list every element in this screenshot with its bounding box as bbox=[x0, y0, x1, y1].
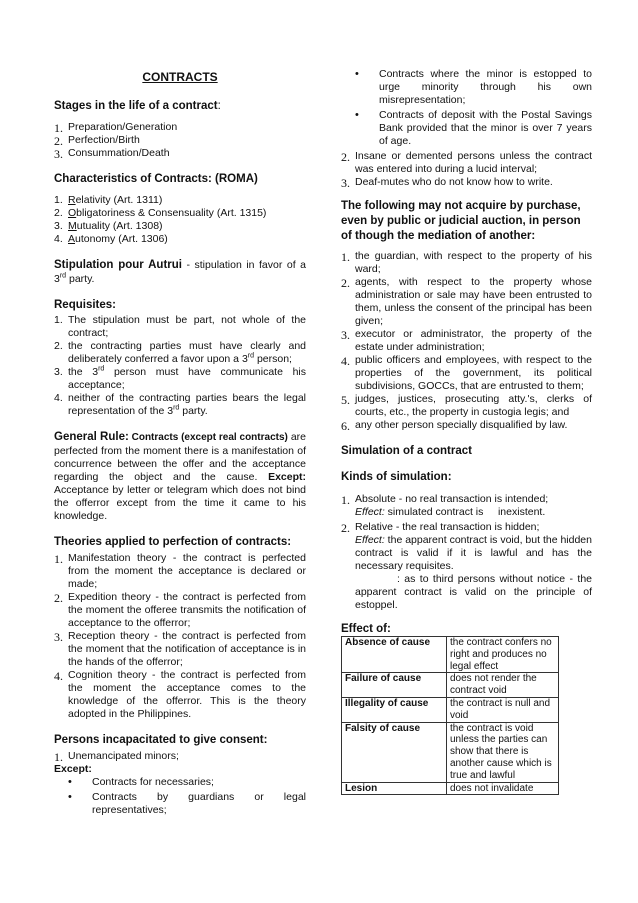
list-item: 5. judges, justices, prosecuting atty.'s, clerks of courts, etc., the property in custogia legis; and bbox=[341, 393, 592, 419]
list-item: 1. Manifestation theory - the contract is perfected from the moment the acceptance is declared or made; bbox=[54, 551, 306, 590]
list-item: 2. Obligatoriness & Consensuality (Art. 1315) bbox=[54, 207, 267, 220]
list-item: 1. The stipulation must be part, not whole of the contract; bbox=[54, 314, 306, 340]
list-item: 1. Relativity (Art. 1311) bbox=[54, 194, 163, 207]
characteristics-list bbox=[54, 194, 306, 246]
cannot-acquire-heading: The following may not acquire by purchase, even by public or judicial auction, in person of though the mediation of another: bbox=[341, 200, 581, 243]
list-item: 2. Relative - the real transaction is hidden; Effect: the apparent contract is void, but the hidden contract is valid if it is lawful and has the necessary requisites. bbox=[341, 520, 592, 572]
list-item: 2. Expedition theory - the contract is perfected from the moment the offeree transmits the notification of acceptance to the offerror; bbox=[54, 590, 306, 629]
table-row: Lesion does not invalidate bbox=[342, 782, 559, 795]
list-item: 2. agents, with respect to the property whose administration or sale may have been entrusted to them, unless the consent of the principal has been given; bbox=[341, 275, 592, 328]
left-column bbox=[54, 68, 306, 819]
simulation-heading: Simulation of a contract bbox=[341, 445, 472, 458]
list-item: 4. Cognition theory - the contract is perfected from the moment the acceptance comes to the knowledge of the offerror. This is the theory adopted in the Philippines. bbox=[54, 669, 306, 721]
list-item: 1. the guardian, with respect to the property of his ward; bbox=[341, 249, 592, 275]
persons-list bbox=[54, 750, 306, 763]
requisites-heading: Requisites: bbox=[54, 298, 116, 311]
list-item: 6. any other person specially disqualified by law. bbox=[341, 419, 568, 434]
persons-heading: Persons incapacitated to give consent: bbox=[54, 734, 268, 747]
list-item: 2. the contracting parties must have clearly and deliberately conferred a favor upon a 3rd person; bbox=[54, 340, 306, 366]
theories-heading: Theories applied to perfection of contracts: bbox=[54, 535, 292, 548]
list-item: 4. Autonomy (Art. 1306) bbox=[54, 233, 168, 246]
list-item: • Contracts for necessaries; bbox=[68, 776, 214, 789]
list-item: 1. Preparation/Generation bbox=[54, 121, 178, 136]
list-item: • Contracts by guardians or legal representatives; bbox=[68, 791, 306, 817]
list-item: 1. Absolute - no real transaction is intended; Effect: simulated contract is inexistent. bbox=[341, 492, 549, 518]
general-rule-paragraph: General Rule: Contracts (except real contracts) are perfected from the moment there is a manifestation of concurrence between the offer and the acceptance regarding the object and the cause. Except: Acceptance by letter or telegram which does not bind the offerror except from the time it came to his knowledge. bbox=[54, 431, 306, 522]
table-row: Absence of cause the contract confers no right and produces no legal effect bbox=[342, 637, 559, 673]
effect-heading: Effect of: bbox=[341, 622, 391, 635]
simulation-third-persons: : as to third persons without notice - the apparent contract is valid on the principle of estoppel. bbox=[355, 572, 592, 611]
table-row: Falsity of cause the contract is void unless the parties can show that there is another cause which is true and lawful bbox=[342, 722, 559, 782]
persons-list-continued bbox=[341, 150, 592, 189]
list-item: 3. the 3rd person must have communicate his acceptance; bbox=[54, 365, 306, 392]
list-item: 3. executor or administrator, the property of the estate under administration; bbox=[341, 328, 592, 354]
persons-except-label: Except: bbox=[54, 763, 92, 776]
list-item: 3. Mutuality (Art. 1308) bbox=[54, 220, 163, 233]
stages-heading: Stages in the life of a contract: bbox=[54, 99, 221, 112]
table-row: Failure of cause does not render the contract void bbox=[342, 673, 559, 698]
characteristics-heading: Characteristics of Contracts: (ROMA) bbox=[54, 173, 258, 186]
persons-except-list bbox=[54, 776, 306, 817]
list-item: 3. Deaf-mutes who do not know how to write. bbox=[341, 176, 553, 191]
list-item: • Contracts where the minor is estopped to urge minority through his own misrepresentation; bbox=[355, 68, 592, 107]
right-column bbox=[341, 68, 592, 795]
stipulation-paragraph: Stipulation pour Autrui - stipulation in favor of a 3rd party. bbox=[54, 259, 306, 285]
simulation-list bbox=[341, 493, 592, 573]
list-item: 4. public officers and employees, with respect to the properties of the government, its political subdivisions, GOCCs, that are entrusted to them; bbox=[341, 354, 592, 393]
list-item: 3. Consummation/Death bbox=[54, 147, 170, 162]
list-item: • Contracts of deposit with the Postal Savings Bank provided that the minor is over 7 years of age. bbox=[355, 109, 592, 148]
list-item: 2. Perfection/Birth bbox=[54, 134, 140, 149]
requisites-list bbox=[54, 314, 306, 418]
list-item: 2. Insane or demented persons unless the contract was entered into during a lucid interval; bbox=[341, 150, 592, 176]
list-item: 1. Unemancipated minors; bbox=[54, 750, 179, 765]
stages-list bbox=[54, 121, 306, 160]
cannot-acquire-list bbox=[341, 250, 592, 432]
theories-list bbox=[54, 552, 306, 721]
list-item: 4. neither of the contracting parties bears the legal representation of the 3rd party. bbox=[54, 392, 306, 418]
persons-except-list-continued bbox=[341, 68, 592, 148]
table-row: Illegality of cause the contract is null and void bbox=[342, 698, 559, 723]
document-title: CONTRACTS bbox=[142, 70, 218, 84]
kinds-of-simulation-heading: Kinds of simulation: bbox=[341, 471, 452, 484]
list-item: 3. Reception theory - the contract is perfected from the moment that the notification of acceptance is in the hands of the offerror; bbox=[54, 629, 306, 668]
effect-table bbox=[341, 636, 559, 795]
